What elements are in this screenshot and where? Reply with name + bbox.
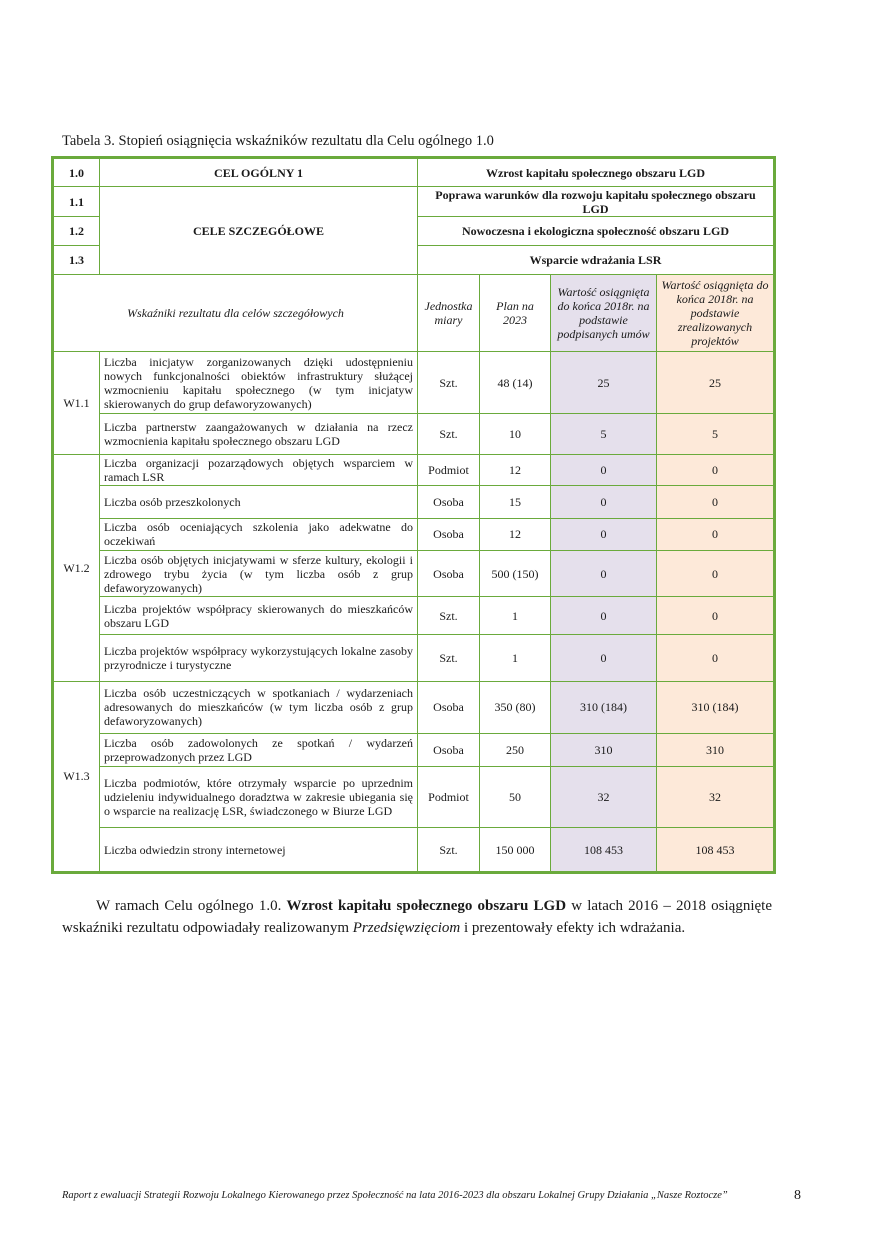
unit-cell: Szt. bbox=[418, 597, 480, 634]
plan-cell: 50 bbox=[480, 766, 551, 828]
indicator-name: Liczba podmiotów, które otrzymały wsparcie po uprzednim udzieleniu indywidualnego doradztwa w zakresie ubiegania się o wsparcie na realizację LSR, świadczonego w Biurze LGD bbox=[100, 766, 418, 828]
group-code: W1.1 bbox=[53, 352, 100, 454]
table-row bbox=[53, 550, 775, 597]
summary-paragraph bbox=[62, 895, 772, 939]
contracts-value: 0 bbox=[551, 486, 657, 518]
projects-value: 310 bbox=[657, 734, 775, 766]
footer-text: Raport z ewaluacji Strategii Rozwoju Lokalnego Kierowanego przez Społeczność na lata 2016-2023 dla obszaru Lokalnej Grupy Działania „Nasze Roztocze” bbox=[62, 1190, 728, 1201]
unit-cell: Szt. bbox=[418, 352, 480, 414]
indicator-name: Liczba organizacji pozarządowych objętych wsparciem w ramach LSR bbox=[100, 454, 418, 485]
table-row bbox=[53, 681, 775, 734]
plan-cell: 250 bbox=[480, 734, 551, 766]
unit-cell: Podmiot bbox=[418, 766, 480, 828]
indicator-name: Liczba osób przeszkolonych bbox=[100, 486, 418, 518]
specific-goal-title: Wsparcie wdrażania LSR bbox=[418, 246, 775, 275]
header-indicator: Wskaźniki rezultatu dla celów szczegółowych bbox=[53, 275, 418, 352]
unit-cell: Osoba bbox=[418, 518, 480, 550]
projects-value: 5 bbox=[657, 414, 775, 455]
unit-cell: Osoba bbox=[418, 486, 480, 518]
indicator-name: Liczba osób objętych inicjatywami w sferze kultury, ekologii i zdrowego trybu życia (w tym liczba osób z grup defaworyzowanych) bbox=[100, 550, 418, 597]
projects-value: 0 bbox=[657, 486, 775, 518]
contracts-value: 32 bbox=[551, 766, 657, 828]
header-unit: Jednostka miary bbox=[418, 275, 480, 352]
contracts-value: 310 (184) bbox=[551, 681, 657, 734]
table-caption: Tabela 3. Stopień osiągnięcia wskaźników rezultatu dla Celu ogólnego 1.0 bbox=[62, 133, 494, 149]
plan-cell: 10 bbox=[480, 414, 551, 455]
specific-goal-row bbox=[53, 187, 775, 216]
projects-value: 310 (184) bbox=[657, 681, 775, 734]
page-number: 8 bbox=[794, 1188, 801, 1203]
paragraph-text-1: W ramach Celu ogólnego 1.0. bbox=[96, 898, 287, 914]
group-code: W1.3 bbox=[53, 681, 100, 872]
header-contracts: Wartość osiągnięta do końca 2018r. na podstawie podpisanych umów bbox=[551, 275, 657, 352]
group-code: W1.2 bbox=[53, 454, 100, 681]
projects-value: 0 bbox=[657, 550, 775, 597]
plan-cell: 1 bbox=[480, 634, 551, 681]
plan-cell: 500 (150) bbox=[480, 550, 551, 597]
table-row bbox=[53, 486, 775, 518]
general-goal-row bbox=[53, 158, 775, 187]
indicator-name: Liczba partnerstw zaangażowanych w działania na rzecz wzmocnienia kapitału społecznego obszaru LGD bbox=[100, 414, 418, 455]
plan-cell: 150 000 bbox=[480, 828, 551, 873]
contracts-value: 310 bbox=[551, 734, 657, 766]
projects-value: 0 bbox=[657, 634, 775, 681]
plan-cell: 12 bbox=[480, 518, 551, 550]
paragraph-bold: Wzrost kapitału społecznego obszaru LGD bbox=[286, 898, 567, 914]
projects-value: 32 bbox=[657, 766, 775, 828]
general-goal-title: Wzrost kapitału społecznego obszaru LGD bbox=[418, 158, 775, 187]
projects-value: 0 bbox=[657, 454, 775, 485]
table-row bbox=[53, 597, 775, 634]
contracts-value: 0 bbox=[551, 518, 657, 550]
contracts-value: 25 bbox=[551, 352, 657, 414]
contracts-value: 0 bbox=[551, 454, 657, 485]
general-goal-code: 1.0 bbox=[53, 158, 100, 187]
specific-goal-code: 1.2 bbox=[53, 216, 100, 245]
unit-cell: Osoba bbox=[418, 734, 480, 766]
plan-cell: 15 bbox=[480, 486, 551, 518]
contracts-value: 0 bbox=[551, 634, 657, 681]
projects-value: 25 bbox=[657, 352, 775, 414]
indicator-name: Liczba osób oceniających szkolenia jako adekwatne do oczekiwań bbox=[100, 518, 418, 550]
unit-cell: Osoba bbox=[418, 550, 480, 597]
indicators-table bbox=[51, 156, 776, 874]
header-projects: Wartość osiągnięta do końca 2018r. na podstawie zrealizowanych projektów bbox=[657, 275, 775, 352]
plan-cell: 1 bbox=[480, 597, 551, 634]
specific-goal-title: Poprawa warunków dla rozwoju kapitału społecznego obszaru LGD bbox=[418, 187, 775, 216]
plan-cell: 350 (80) bbox=[480, 681, 551, 734]
specific-goal-title: Nowoczesna i ekologiczna społeczność obszaru LGD bbox=[418, 216, 775, 245]
contracts-value: 0 bbox=[551, 597, 657, 634]
projects-value: 0 bbox=[657, 518, 775, 550]
projects-value: 0 bbox=[657, 597, 775, 634]
unit-cell: Szt. bbox=[418, 634, 480, 681]
header-plan: Plan na 2023 bbox=[480, 275, 551, 352]
projects-value: 108 453 bbox=[657, 828, 775, 873]
unit-cell: Szt. bbox=[418, 414, 480, 455]
column-header-row bbox=[53, 275, 775, 352]
table-row bbox=[53, 518, 775, 550]
table-row bbox=[53, 352, 775, 414]
contracts-value: 0 bbox=[551, 550, 657, 597]
indicator-name: Liczba osób uczestniczących w spotkaniach / wydarzeniach adresowanych do mieszkańców (w tym liczba osób z grup defaworyzowanych) bbox=[100, 681, 418, 734]
indicator-name: Liczba projektów współpracy skierowanych do mieszkańców obszaru LGD bbox=[100, 597, 418, 634]
paragraph-text-3: i prezentowały efekty ich wdrażania. bbox=[460, 920, 686, 936]
table-row bbox=[53, 734, 775, 766]
paragraph-italic: Przedsięwzięciom bbox=[352, 920, 461, 936]
general-goal-label: CEL OGÓLNY 1 bbox=[100, 158, 418, 187]
table-row bbox=[53, 454, 775, 485]
specific-goals-label: CELE SZCZEGÓŁOWE bbox=[100, 187, 418, 275]
table-row bbox=[53, 828, 775, 873]
table-row bbox=[53, 414, 775, 455]
unit-cell: Osoba bbox=[418, 681, 480, 734]
paragraph-text-2: w latach 2016 – 2018 osiągnięte wskaźniki rezultatu odpowiadały realizowanym bbox=[62, 898, 772, 936]
unit-cell: Podmiot bbox=[418, 454, 480, 485]
table-row bbox=[53, 634, 775, 681]
contracts-value: 108 453 bbox=[551, 828, 657, 873]
plan-cell: 12 bbox=[480, 454, 551, 485]
plan-cell: 48 (14) bbox=[480, 352, 551, 414]
indicator-name: Liczba osób zadowolonych ze spotkań / wydarzeń przeprowadzonych przez LGD bbox=[100, 734, 418, 766]
indicator-name: Liczba odwiedzin strony internetowej bbox=[100, 828, 418, 873]
specific-goal-code: 1.3 bbox=[53, 246, 100, 275]
indicator-name: Liczba projektów współpracy wykorzystujących lokalne zasoby przyrodnicze i turystyczne bbox=[100, 634, 418, 681]
table-row bbox=[53, 766, 775, 828]
unit-cell: Szt. bbox=[418, 828, 480, 873]
contracts-value: 5 bbox=[551, 414, 657, 455]
specific-goal-code: 1.1 bbox=[53, 187, 100, 216]
indicator-name: Liczba inicjatyw zorganizowanych dzięki udostępnieniu nowych funkcjonalności obiektów infrastruktury służącej wzmocnieniu kapitału społecznego (w tym inicjatyw skierowanych do grup defaworyzowanych) bbox=[100, 352, 418, 414]
